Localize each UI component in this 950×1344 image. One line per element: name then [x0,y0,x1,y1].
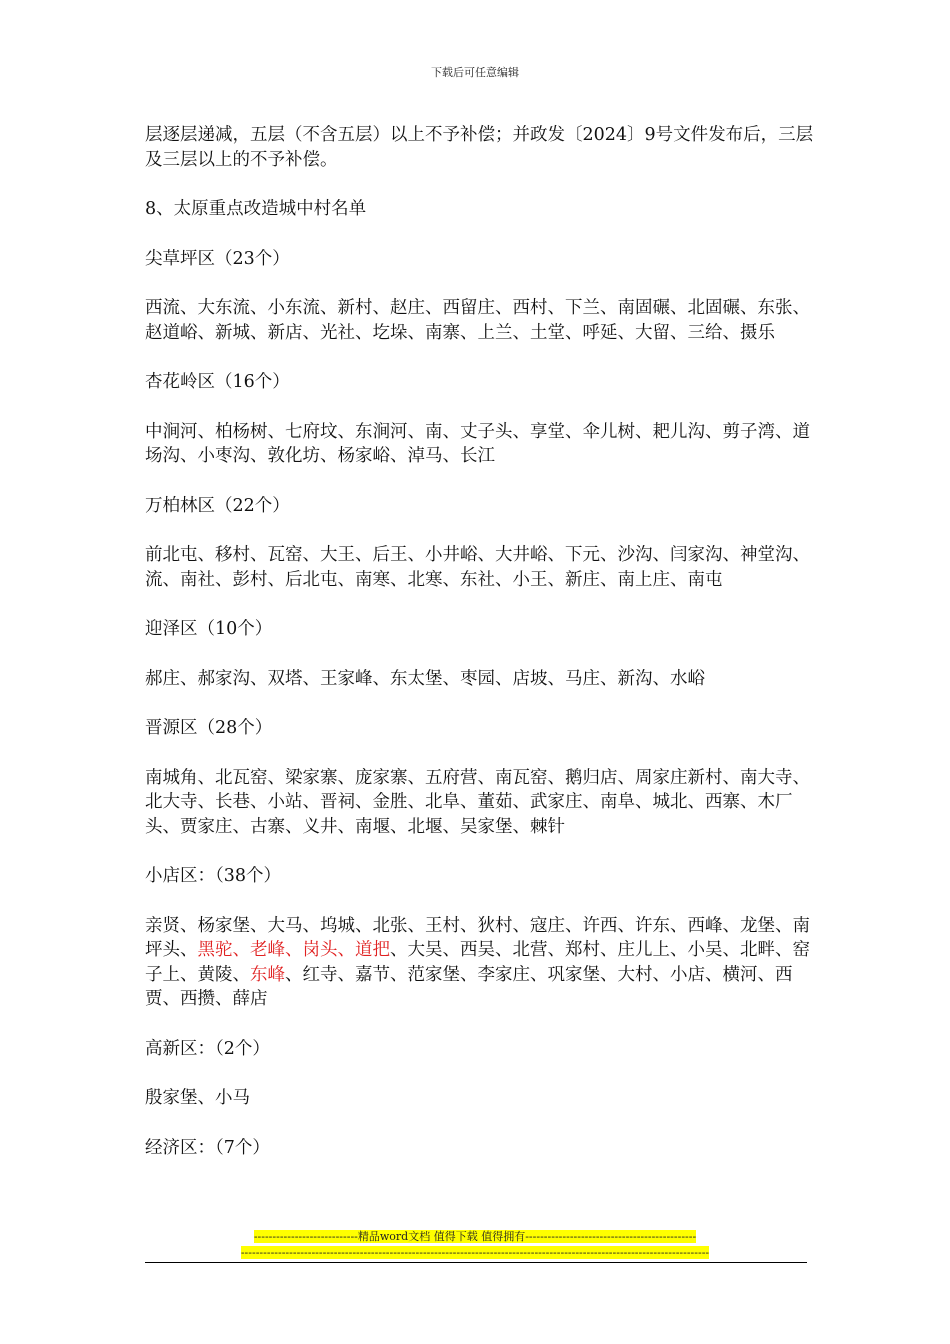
highlighted-villages-2: 东峰 [250,964,285,985]
xiaodian-text-part2: 、大吴、西吴、北营、郑村、庄儿上、小吴、北畔、窑子上、黄陵、 [145,940,810,985]
district-heading-xiaodian: 小店区：（38个） [145,866,282,886]
village-list-yingze: 郝庄、郝家沟、双塔、王家峰、东太堡、枣园、店坡、马庄、新沟、水峪 [145,668,705,689]
district-heading-yingze: 迎泽区（10个） [145,619,273,639]
footer-dashes-text: ------------------------------------------------------------------------------------------------------------------------------ [240,1246,710,1259]
village-list-xiaodian [145,914,825,1012]
xiaodian-text-part1: 亲贤、杨家堡、大马、坞城、北张、王村、狄村、寇庄、许西、许东、西峰、龙堡、南坪头、 [145,915,810,960]
village-list-xinghualing: 中涧河、柏杨树、七府坟、东涧河、南、丈子头、享堂、伞儿树、耙儿沟、剪子湾、道场沟、小枣沟、敦化坊、杨家峪、淖马、长江 [145,421,810,466]
district-heading-gaoxin: 高新区：（2个） [145,1038,270,1059]
xiaodian-text-part3: 、红寺、嘉节、范家堡、李家庄、巩家堡、大村、小店、横河、西贾、西攒、薛店 [145,964,793,1009]
highlighted-villages-1: 黑驼、老峰、岗头、道把 [197,940,390,960]
district-heading-wanbailin: 万柏林区（22个） [145,495,290,516]
document-body [145,123,825,1185]
village-list-gaoxin: 殷家堡、小马 [145,1088,250,1108]
page-header: 下载后可任意编辑 [431,66,519,79]
footer-banner-text: ----------------------------精品word文档 值得下载 值得拥有---------------------------------------------- [253,1230,697,1243]
footer-dashes [0,1245,950,1260]
village-list-wanbailin: 前北屯、移村、瓦窑、大王、后王、小井峪、大井峪、下元、沙沟、闫家沟、神堂沟、流、南社、彭村、后北屯、南寒、北寒、东社、小王、新庄、南上庄、南屯 [145,545,810,590]
footer-rule [145,1262,807,1263]
village-list-jiancaoping: 西流、大东流、小东流、新村、赵庄、西留庄、西村、下兰、南固碾、北固碾、东张、赵道峪、新城、新店、光社、圪垛、南寨、上兰、土堂、呼延、大留、三给、摄乐 [145,298,810,343]
footer-banner [0,1229,950,1244]
district-heading-jinyuan: 晋源区（28个） [145,718,273,738]
village-list-jinyuan: 南城角、北瓦窑、梁家寨、庞家寨、五府营、南瓦窑、鹅归店、周家庄新村、南大寺、北大寺、长巷、小站、晋祠、金胜、北阜、董茹、武家庄、南阜、城北、西寨、木厂头、贾家庄、古寨、义井、南堰、北堰、吴家堡、棘针 [145,767,810,837]
district-heading-xinghualing: 杏花岭区（16个） [145,372,290,392]
paragraph-compensation: 层逐层递减，五层（不含五层）以上不予补偿；并政发〔2024〕9号文件发布后，三层及三层以上的不予补偿。 [145,125,814,170]
section-heading: 8、太原重点改造城中村名单 [145,199,367,219]
district-heading-jiancaoping: 尖草坪区（23个） [145,248,290,269]
district-heading-jingji: 经济区：（7个） [145,1137,270,1158]
